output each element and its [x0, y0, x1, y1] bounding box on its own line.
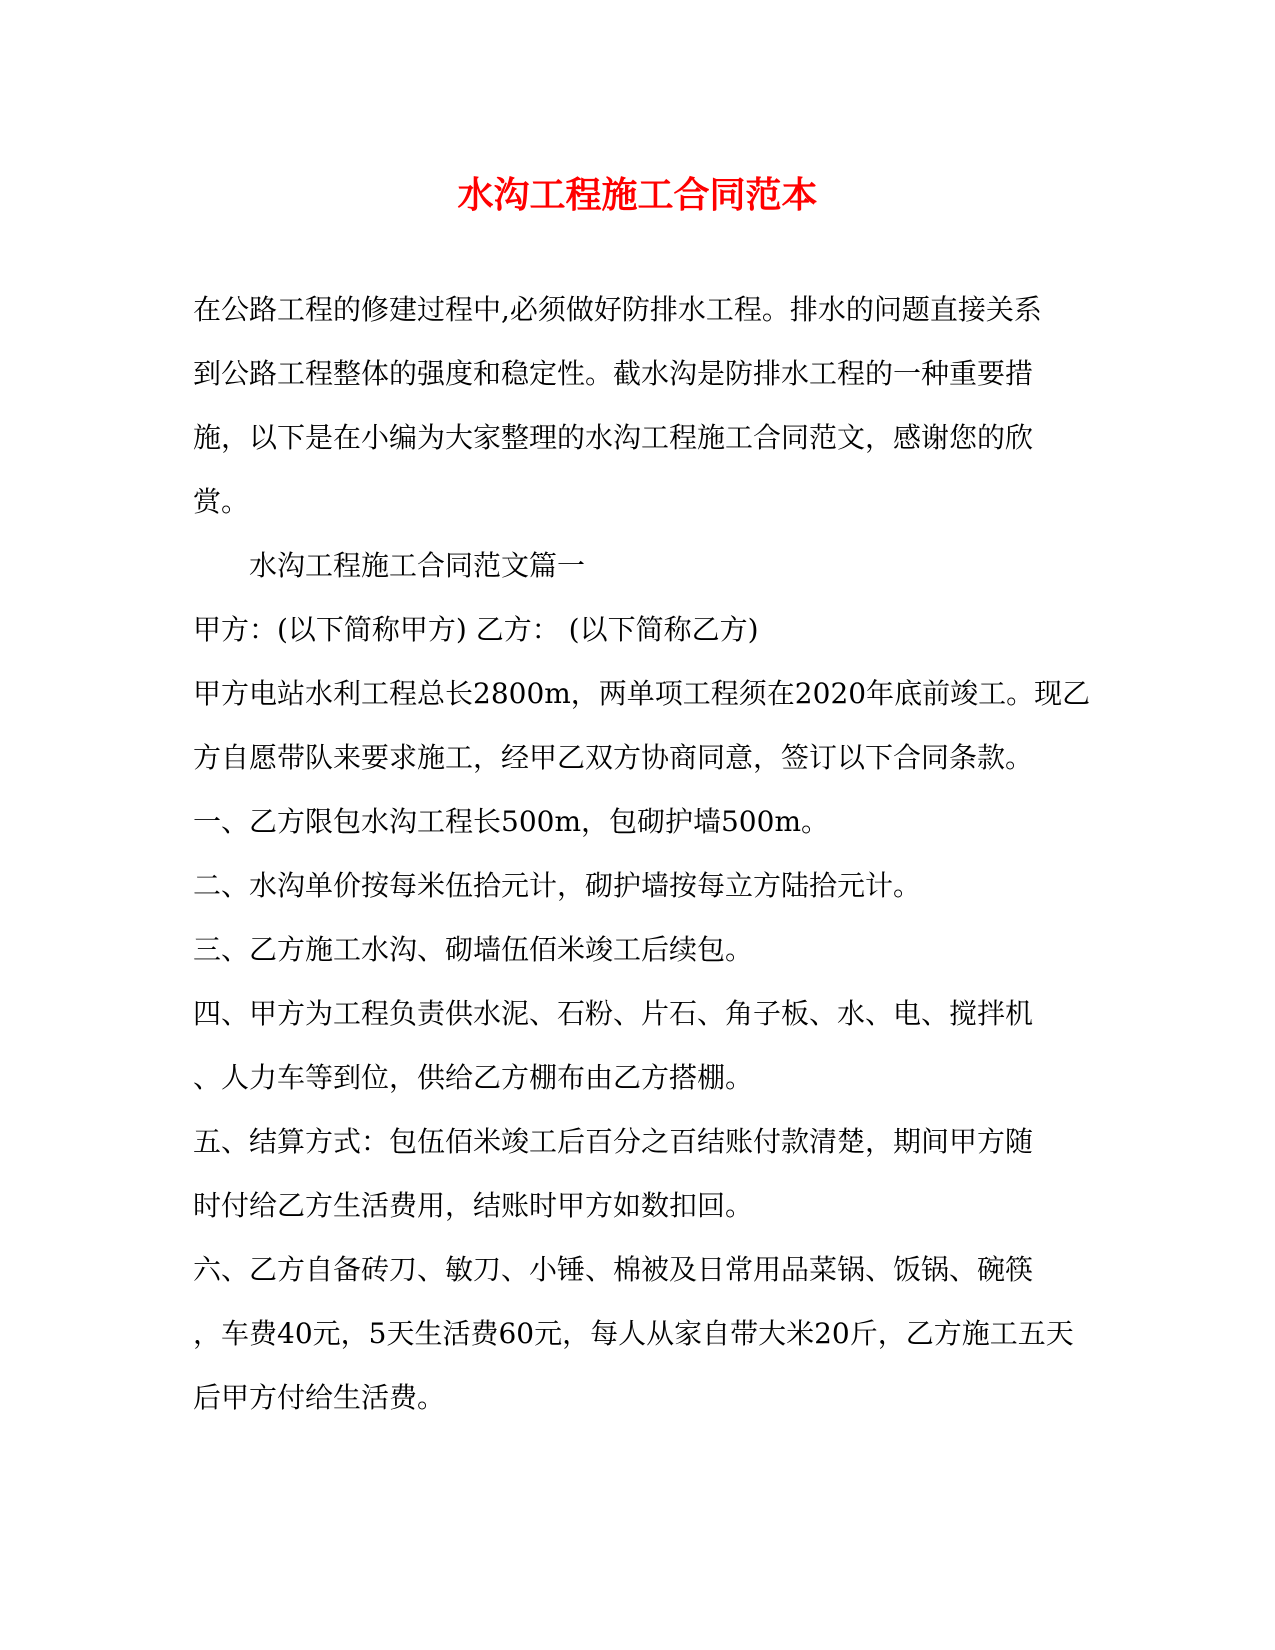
project-line-1: 甲方电站水利工程总长2800m，两单项工程须在2020年底前竣工。现乙	[193, 677, 1091, 710]
clause-4-line-2: 、人力车等到位，供给乙方棚布由乙方搭棚。	[193, 1061, 754, 1094]
clause-6-line-2: ，车费40元，5天生活费60元，每人从家自带大米20斤，乙方施工五天	[193, 1317, 1074, 1350]
clause-5-line-2: 时付给乙方生活费用，结账时甲方如数扣回。	[193, 1189, 754, 1222]
section-heading: 水沟工程施工合同范文篇一	[249, 549, 586, 582]
intro-line-2: 到公路工程整体的强度和稳定性。截水沟是防排水工程的一种重要措	[193, 357, 1034, 390]
project-line-2: 方自愿带队来要求施工，经甲乙双方协商同意，签订以下合同条款。	[193, 741, 1034, 774]
clause-6-line-3: 后甲方付给生活费。	[193, 1381, 446, 1414]
parties-line: 甲方：(以下简称甲方) 乙方： (以下简称乙方)	[193, 613, 759, 646]
intro-line-3: 施，以下是在小编为大家整理的水沟工程施工合同范文，感谢您的欣	[193, 421, 1034, 454]
clause-2: 二、水沟单价按每米伍拾元计，砌护墙按每立方陆拾元计。	[193, 869, 922, 902]
clause-4-line-1: 四、甲方为工程负责供水泥、石粉、片石、角子板、水、电、搅拌机	[193, 997, 1034, 1030]
intro-line-4: 赏。	[193, 485, 250, 518]
clause-3: 三、乙方施工水沟、砌墙伍佰米竣工后续包。	[193, 933, 754, 966]
clause-5-line-1: 五、结算方式：包伍佰米竣工后百分之百结账付款清楚，期间甲方随	[193, 1125, 1034, 1158]
clause-6-line-1: 六、乙方自备砖刀、敏刀、小锤、棉被及日常用品菜锅、饭锅、碗筷	[193, 1253, 1034, 1286]
clause-1: 一、乙方限包水沟工程长500m，包砌护墙500m。	[193, 805, 829, 838]
intro-line-1: 在公路工程的修建过程中,必须做好防排水工程。排水的问题直接关系	[193, 293, 1042, 326]
document-title: 水沟工程施工合同范本	[457, 174, 818, 216]
